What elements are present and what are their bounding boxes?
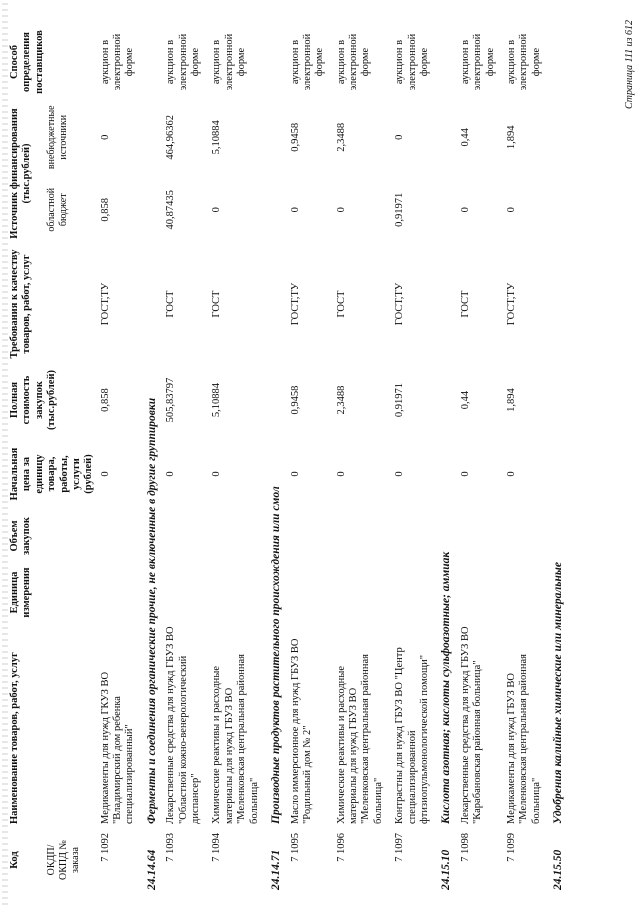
row-qty — [287, 510, 333, 562]
row-code: 7 1093 — [165, 833, 177, 862]
group-code: 24.14.71 — [269, 849, 282, 890]
row-price: 0 — [459, 471, 471, 477]
header-code — [8, 827, 44, 893]
row-name: Лекарственные средства для нужд ГБУЗ ВО "Областной кожно-венерологический диспансер" — [165, 626, 202, 824]
row-fin-extra: 464,96362 — [165, 114, 177, 160]
header-name: Наименование товаров, работ, услуг — [9, 652, 20, 824]
group-heading-row — [549, 23, 569, 893]
row-total: 5,10884 — [211, 382, 223, 418]
row-code: 7 1097 — [394, 833, 406, 862]
group-code: 24.15.50 — [552, 849, 565, 890]
row-unit — [97, 562, 143, 623]
row-total: 0,91971 — [394, 382, 406, 418]
row-code: 7 1096 — [335, 833, 347, 862]
row-code: 7 1099 — [505, 833, 517, 862]
table-body — [97, 23, 569, 893]
row-requirements: ГОСТ,ТУ — [394, 282, 406, 326]
table-header-row — [8, 23, 44, 893]
row-total: 0,858 — [99, 388, 111, 412]
row-requirements: ГОСТ — [335, 290, 347, 318]
row-requirements: ГОСТ — [211, 290, 223, 318]
row-fin-regional: 0 — [335, 207, 347, 213]
row-method: аукцион в электронной форме — [505, 33, 542, 91]
row-requirements: ГОСТ,ТУ — [99, 282, 111, 326]
group-title: Ферменты и соединения органические прочие, не включенные в другие группировки — [145, 397, 158, 824]
row-requirements: ГОСТ — [459, 290, 471, 318]
group-title: Кислота азотная; кислоты сульфоазотные; аммиак — [440, 551, 453, 824]
row-fin-regional: 0,91971 — [394, 192, 406, 227]
row-name: Медикаменты для нужд ГКУЗ ВО "Владимирский дом ребенка специализированный" — [99, 671, 136, 824]
row-fin-regional: 40,87435 — [165, 190, 177, 230]
row-qty — [162, 510, 208, 562]
table-row — [391, 23, 437, 893]
row-fin-extra: 0,44 — [459, 128, 471, 147]
row-total: 1,894 — [505, 388, 517, 412]
header-method: Способ определения поставщиков — [9, 30, 45, 94]
row-method: аукцион в электронной форме — [394, 33, 430, 91]
row-total: 2,3488 — [335, 385, 347, 415]
row-code: 7 1095 — [289, 833, 301, 862]
row-code: 7 1094 — [211, 833, 223, 862]
header-code-label: Код — [9, 851, 20, 869]
header-total: Полная стоимость закупок (тыс.рублей) — [9, 369, 58, 431]
table-row — [162, 23, 208, 893]
row-unit — [208, 562, 267, 623]
row-name: Химические реактивы и расходные материалы для нужд ГБУЗ ВО "Меленковская центральная районная больница" — [335, 654, 384, 824]
group-title: Удобрения калийные химические или минеральные — [552, 562, 565, 824]
table-row — [97, 23, 143, 893]
header-code-sub: ОКДП/ ОКПД № заказа — [46, 840, 81, 880]
row-unit — [333, 562, 392, 623]
row-price: 0 — [165, 471, 177, 477]
header-financing: Источник финансирования (тыс.рублей) — [9, 108, 33, 239]
row-unit — [503, 562, 549, 623]
group-code: 24.15.10 — [440, 849, 453, 890]
table-row — [457, 23, 503, 893]
row-total: 0,9458 — [289, 385, 301, 415]
row-fin-regional: 0 — [459, 207, 471, 213]
page-footer: Страница 111 из 612 — [624, 20, 636, 110]
row-fin-extra: 5,10884 — [211, 120, 223, 155]
table-row — [287, 23, 333, 893]
row-method: аукцион в электронной форме — [459, 33, 496, 91]
row-fin-regional: 0,858 — [99, 197, 111, 222]
header-requirements: Требования к качеству товаров, работ, услуг — [9, 249, 33, 359]
row-requirements: ГОСТ — [165, 290, 177, 318]
row-method: аукцион в электронной форме — [289, 33, 326, 91]
table-row — [503, 23, 549, 893]
row-qty — [97, 510, 143, 562]
row-name: Лекарственные средства для нужд ГБУЗ ВО "Карабановская районная больница" — [459, 626, 484, 824]
row-unit — [391, 562, 437, 623]
row-fin-regional: 0 — [211, 207, 223, 213]
row-method: аукцион в электронной форме — [165, 33, 202, 91]
row-fin-extra: 0,9458 — [289, 122, 301, 152]
row-fin-extra: 0 — [99, 134, 111, 140]
group-heading-row — [437, 23, 457, 893]
row-method: аукцион в электронной форме — [211, 33, 248, 91]
row-name: Контрастны для нужд ГБУЗ ВО "Центр специализированной фтизиопульмонологической помощи" — [394, 647, 430, 824]
row-total: 0,44 — [459, 390, 471, 410]
row-unit — [457, 562, 503, 623]
header-fin-extra: внебюджетные источники — [46, 105, 70, 170]
row-fin-extra: 0 — [394, 134, 406, 140]
header-price: Начальная цена за единицу товара, работы, услуги (рублей) — [9, 447, 95, 501]
row-requirements: ГОСТ,ТУ — [505, 282, 517, 326]
row-qty — [391, 510, 437, 562]
row-price: 0 — [289, 471, 301, 477]
row-price: 0 — [99, 471, 111, 477]
row-code: 7 1098 — [459, 833, 471, 862]
row-fin-regional: 0 — [289, 207, 301, 213]
row-qty — [333, 510, 392, 562]
row-fin-extra: 1,894 — [505, 125, 517, 150]
row-qty — [208, 510, 267, 562]
row-qty — [503, 510, 549, 562]
row-qty — [457, 510, 503, 562]
group-title: Производные продуктов растительного происхождения или смол — [269, 486, 282, 824]
row-price: 0 — [211, 471, 223, 477]
table-row — [333, 23, 392, 893]
row-price: 0 — [335, 471, 347, 477]
header-fin-regional: областной бюджет — [46, 187, 70, 232]
header-unit: Единица измерения — [9, 567, 33, 618]
row-unit — [162, 562, 208, 623]
group-heading-row — [267, 23, 287, 893]
row-price: 0 — [394, 471, 406, 477]
row-requirements: ГОСТ,ТУ — [289, 282, 301, 326]
row-name: Масло иммерсионное для нужд ГБУЗ ВО "Родильный дом № 2" — [289, 638, 313, 824]
row-total: 505,83797 — [165, 377, 177, 423]
table-row — [208, 23, 267, 893]
row-code: 7 1092 — [99, 833, 111, 862]
row-fin-extra: 2,3488 — [335, 122, 347, 152]
row-name: Химические реактивы и расходные материалы для нужд ГБУЗ ВО "Меленковская центральная районная больница" — [211, 654, 260, 824]
row-fin-regional: 0 — [505, 207, 517, 213]
header-qty: Объем закупок — [9, 517, 33, 555]
group-heading-row — [143, 23, 163, 893]
row-unit — [287, 562, 333, 623]
row-method: аукцион в электронной форме — [99, 33, 136, 91]
row-price: 0 — [505, 471, 517, 477]
row-name: Медикаменты для нужд ГБУЗ ВО "Меленковская центральная районная больница" — [505, 654, 542, 824]
group-code: 24.14.64 — [145, 849, 158, 890]
procurement-table — [8, 23, 569, 893]
row-method: аукцион в электронной форме — [335, 33, 372, 91]
